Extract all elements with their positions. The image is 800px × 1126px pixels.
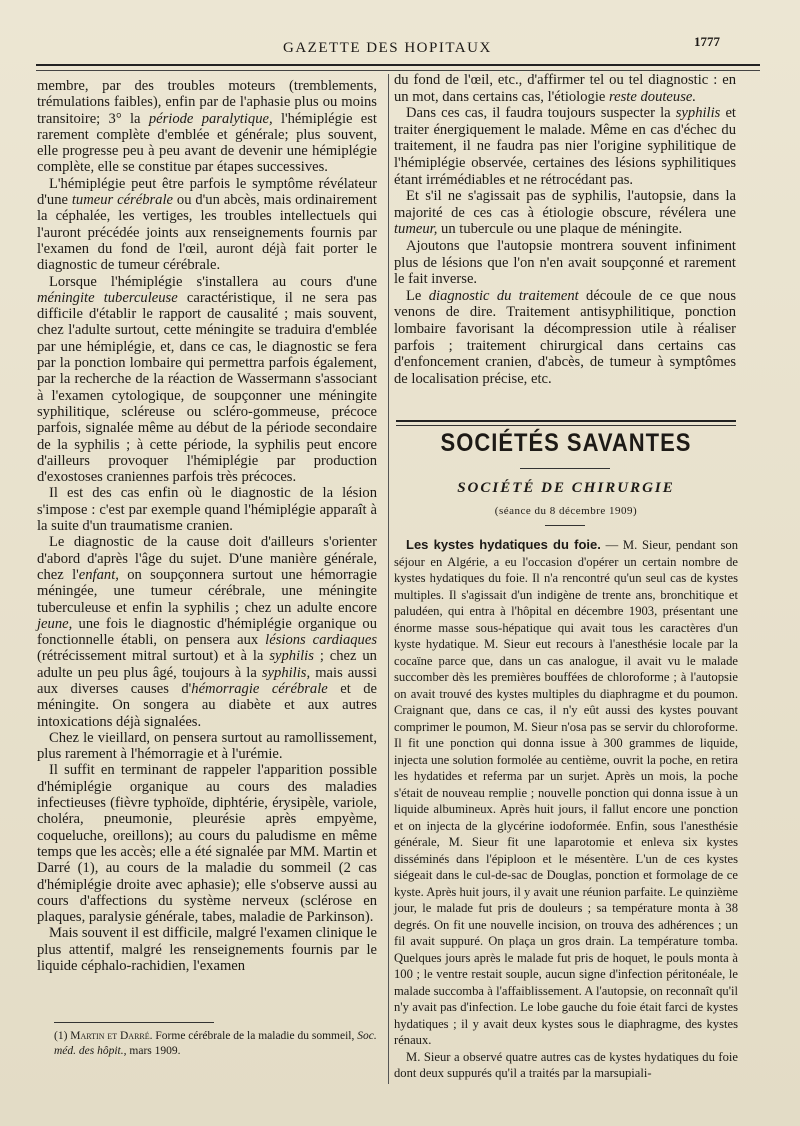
paragraph: M. Sieur a observé quatre autres cas de kystes hydatiques du foie dont deux suppurés qu'il a traités par la marsupiali- bbox=[394, 1049, 738, 1080]
article-body bbox=[394, 537, 738, 1082]
footnote-rule bbox=[54, 1022, 214, 1023]
session-separator bbox=[545, 525, 585, 526]
paragraph: L'hémiplégie peut être parfois le symptôme révélateur d'une tumeur cérébrale ou d'un abcès, mais ordinairement la céphalée, les vertiges, les troubles intellectuels qui l'auront précédée joints aux renseignements fournis par l'examen du fond de l'œil, auront déjà fait porter le diagnostic de tumeur cérébrale. bbox=[37, 175, 377, 274]
paragraph: Ajoutons que l'autopsie montrera souvent infiniment plus de lésions que l'on n'en avait soupçonné et rarement le fait inverse. bbox=[394, 237, 736, 288]
journal-title: GAZETTE DES HOPITAUX bbox=[283, 40, 492, 56]
right-column bbox=[394, 72, 736, 387]
page-header bbox=[0, 30, 800, 60]
left-column bbox=[37, 78, 377, 974]
header-rule bbox=[36, 64, 760, 66]
paragraph: Dans ces cas, il faudra toujours suspecter la syphilis et traiter énergiquement le malade. Même en cas d'échec du traitement, il ne faudra pas nier l'origine syphilitique de l'hémiplégie observée, certaines des lésions syphilitiques étant irrémédiables et ne rétrocédant pas. bbox=[394, 105, 736, 188]
article-lead-title: Les kystes hydatiques du foie. bbox=[406, 537, 601, 552]
paragraph: Lorsque l'hémiplégie s'installera au cours d'une méningite tuberculeuse caractéristique, il ne sera pas difficile d'établir le rapport de causalité ; mais souvent, chez l'adulte surtout, cette méningite se traduira d'emblée par une hémiplégie, et, dans ce cas, le diagnostic se fera par la ponction lombaire qui permettra parfois également, par la recherche de la réaction de Wassermann s'associant à l'examen cytologique, de soupçonner une méningite syphilitique, scléreuse ou scléro-gommeuse, précoce parfois, signalée même au début de la période secondaire de la syphilis ; à cette période, la syphilis peut encore d'ailleurs provoquer l'hémiplégie par production d'exostoses craniennes parfois très précoces. bbox=[37, 273, 377, 486]
paragraph: Chez le vieillard, on pensera surtout au ramollissement, plus rarement à l'hémorragie et à l'urémie. bbox=[37, 729, 377, 763]
paragraph: Et s'il ne s'agissait pas de syphilis, l'autopsie, dans la majorité de ces cas à étiologie obscure, révélera une tumeur, un tubercule ou une plaque de méningite. bbox=[394, 188, 736, 238]
header-rule-thin bbox=[36, 70, 760, 71]
section-rule-thin bbox=[396, 425, 736, 426]
society-heading: SOCIÉTÉ DE CHIRURGIE bbox=[457, 480, 675, 496]
paragraph: Les kystes hydatiques du foie. — M. Sieur, pendant son séjour en Algérie, a eu l'occasion d'opérer un certain nombre de kystes hydatiques du foie. Il n'a rencontré qu'un seul cas de kystes multiples. Il s'agissait d'un indigène de trente ans, bronchitique et paludéen, qui entra à l'hôpital en décembre 1903, présentant une énorme masse sous-hépatique qui avait tous les caractères d'un kyste hydatique. M. Sieur eut recours à l'anesthésie locale par la cocaïne parce que, dans un cas analogue, il avait vu le malade succomber dès les premières bouffées de chloroforme ; à l'autopsie on avait trouvé des kystes multiples du diaphragme et du poumon. Craignant que, dans ce cas, il n'y eût aussi des kystes pouvant comprimer le poumon, M. Sieur n'osa pas se servir du chloroforme. Il fit une ponction qui donna issue à 300 grammes de liquide, injecta une solution formolée au centième, ouvrit la poche, en retira les hydatides et referma par un surjet. Après un mois, la poche s'était de nouveau remplie ; nouvelle ponction qui donna issue à un liquide albumineux. Après huit jours, il fallut encore une ponction et on injecta de la glycérine iodoformée. Enfin, sous l'anesthésie générale, M. Sieur fit une laparotomie et enleva six kystes disséminés dans l'épiploon et le mésentère. L'un de ces kystes siégeait dans le cul-de-sac de Douglas, ponction et formolage de ce kyste. Après huit jours, il y avait une réunion parfaite. Le quinzième jour, le malade fut pris de douleurs ; sa température monta à 38 degrés. On fit une nouvelle incision, on trouva des adhérences ; un fil avait suppuré. On plaça un gros drain. La température tomba. Quelques jours après le malade fut pris de hoquet, le pouls monta à 100 ; le ventre restait souple, aucun signe d'infection péritonéale, le malade succomba à l'affaiblissement. A l'autopsie, on reconnaît qu'il n'y avait pas d'infection. Le lobe gauche du foie était farci de kystes hydatiques ; il y avait deux kystes sous le diaphragme, des kystes rénaux. bbox=[394, 537, 739, 1047]
section-title: SOCIÉTÉS SAVANTES bbox=[440, 428, 692, 457]
paragraph: Le diagnostic du traitement découle de ce que nous venons de dire. Traitement antisyphilitique, ponction lombaire favorisant la décompression utile à réaliser parfois ; traitement chirurgical dans certains cas d'enfoncement cranien, d'abcès, de tumeur à symptômes de localisation précise, etc. bbox=[394, 287, 736, 387]
column-divider bbox=[388, 74, 389, 1084]
paragraph: Il est des cas enfin où le diagnostic de la lésion s'impose : c'est par exemple quand l'hémiplégie apparaît à la suite d'un traumatisme cranien. bbox=[37, 485, 377, 535]
footnote: (1) Martin et Darré. Forme cérébrale de la maladie du sommeil, Soc. méd. des hôpit., mars 1909. bbox=[54, 1030, 377, 1057]
page-number: 1777 bbox=[694, 34, 720, 49]
session-date: (séance du 8 décembre 1909) bbox=[494, 505, 638, 517]
paragraph: du fond de l'œil, etc., d'affirmer tel ou tel diagnostic : en un mot, dans certains cas, l'étiologie reste douteuse. bbox=[394, 72, 736, 105]
section-separator bbox=[520, 468, 610, 469]
paragraph: membre, par des troubles moteurs (tremblements, trémulations faibles), enfin par de l'aphasie plus ou moins transitoire; 3° la période paralytique, l'hémiplégie est rarement complète d'emblée et générale; plus souvent, elle progresse peu à peu avant de devenir une hémiplégie complète, elle se constitue par étapes successives. bbox=[37, 78, 377, 176]
paragraph: Le diagnostic de la cause doit d'ailleurs s'orienter d'abord d'après l'âge du sujet. D'une manière générale, chez l'enfant, on soupçonnera surtout une hémorragie méningée, une tumeur cérébrale, une méningite tuberculeuse et enfin la syphilis ; chez un adulte encore jeune, une fois le diagnostic d'hémiplégie organique ou fonctionnelle établi, on pensera aux lésions cardiaques (rétrécissement mitral surtout) et à la syphilis ; chez un adulte un peu plus âgé, toujours à la syphilis, mais aussi aux diverses causes d'hémorragie cérébrale et de méningite. On songera au diabète et aux autres intoxications déjà signalées. bbox=[37, 534, 378, 730]
section-rule bbox=[396, 420, 736, 422]
paragraph: Il suffit en terminant de rappeler l'apparition possible d'hémiplégie organique au cours des maladies infectieuses (fièvre typhoïde, diphtérie, érysipèle, variole, choléra, pneumonie, pleurésie après empyème, coqueluche, oreillons); au cours du paludisme en même temps que les accès; elle a été signalée par MM. Martin et Darré (1), au cours de la maladie du sommeil (2 cas d'hémiplégie droite avec aphasie); elle s'observe aussi au cours d'affections du système nerveux (sclérose en plaques, paralysie générale, tabes, maladie de Parkinson). bbox=[37, 762, 377, 926]
paragraph: Mais souvent il est difficile, malgré l'examen clinique le plus attentif, malgré les renseignements fournis par le liquide céphalo-rachidien, l'examen bbox=[37, 925, 377, 975]
